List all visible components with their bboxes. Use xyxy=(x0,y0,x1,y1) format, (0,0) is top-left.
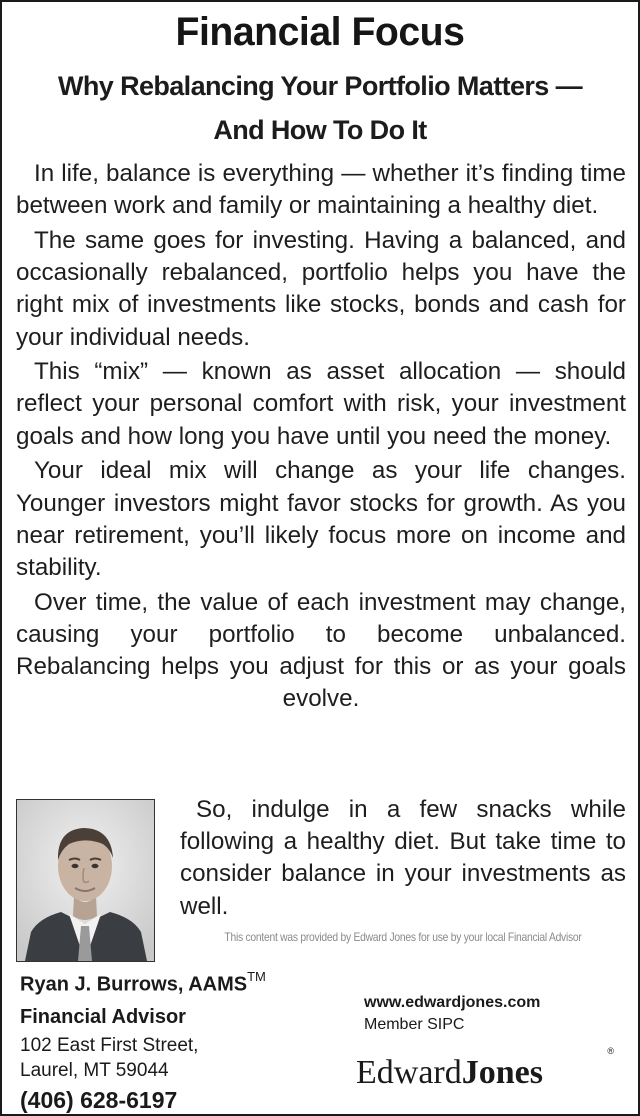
paragraph-2: The same goes for investing. Having a balanced, and occasionally rebalanced, portfolio helps you have the right mix of investments like stocks, bonds and cash for your individual needs. xyxy=(16,226,626,351)
advisor-portrait-icon xyxy=(17,800,154,961)
paragraph-5: Over time, the value of each investment may change, causing your portfolio to become unbalanced. Rebalancing helps you adjust for this or as your goals evolve. xyxy=(16,588,626,713)
column-title: Financial Focus xyxy=(175,10,465,54)
advisor-name-line xyxy=(20,966,340,998)
address-line-1: 102 East First Street, xyxy=(20,1034,199,1056)
paragraph-1: In life, balance is everything — whether it’s finding time between work and family or maintaining a healthy diet. xyxy=(16,160,626,220)
address-line-2: Laurel, MT 59044 xyxy=(20,1059,169,1081)
website-link[interactable]: www.edwardjones.com xyxy=(364,994,541,1011)
advisor-photo xyxy=(16,799,155,962)
edward-jones-logo xyxy=(356,1046,616,1096)
closing-paragraph: So, indulge in a few snacks while following a healthy diet. But take time to consider balance in your investments as well. xyxy=(180,796,626,920)
logo-word-jones: Jones xyxy=(461,1054,543,1091)
registered-mark: ® xyxy=(607,1046,614,1056)
article-headline xyxy=(12,64,628,152)
advisor-title: Financial Advisor xyxy=(20,1005,186,1028)
headline-line-2: And How To Do It xyxy=(213,115,427,145)
logo-word-edward: Edward xyxy=(356,1054,462,1091)
advisor-name: Ryan J. Burrows, AAMS xyxy=(20,973,248,996)
firm-info xyxy=(364,992,624,1036)
sipc-membership: Member SIPC xyxy=(364,1016,465,1033)
phone-number[interactable]: (406) 628-6197 xyxy=(20,1086,178,1113)
content-disclaimer: This content was provided by Edward Jones for use by your local Financial Advisor xyxy=(224,930,582,944)
article-body xyxy=(16,158,626,718)
advisor-contact-block xyxy=(20,966,340,1115)
headline-line-1: Why Rebalancing Your Portfolio Matters — xyxy=(57,71,583,101)
trademark-mark: TM xyxy=(247,969,266,984)
paragraph-3: This “mix” — known as asset allocation — should reflect your personal comfort with risk, your investment goals and how long you have until you need the money. xyxy=(16,358,626,450)
paragraph-4: Your ideal mix will change as your life changes. Younger investors might favor stocks for growth. As you near retirement, you’ll likely focus more on income and stability. xyxy=(16,457,626,581)
